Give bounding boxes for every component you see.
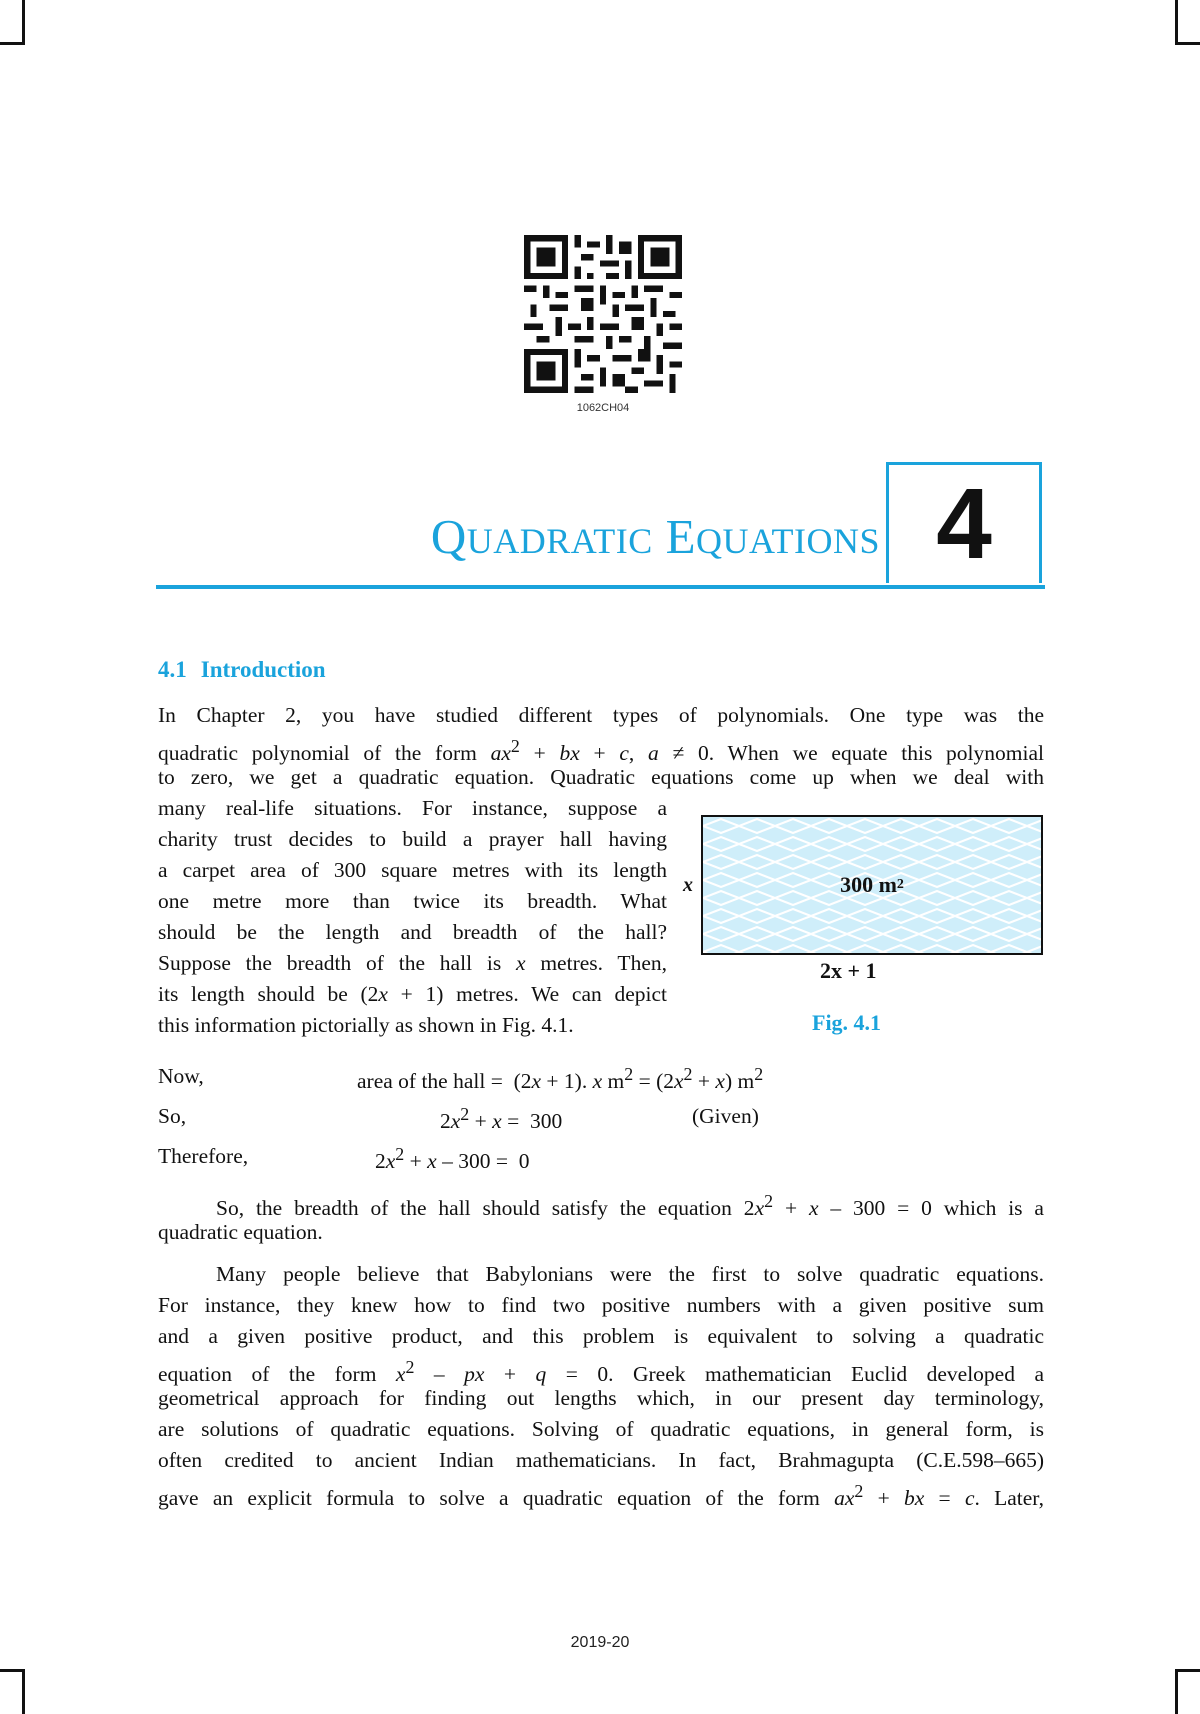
therefore-label: Therefore, bbox=[158, 1144, 249, 1168]
equation-given: $2x^2 + x = 300$ bbox=[440, 1104, 563, 1134]
chapter-title: QUADRATIC EQUATIONS bbox=[430, 509, 880, 564]
qr-code-label: 1062CH04 bbox=[576, 402, 630, 414]
so-label: So, bbox=[158, 1104, 187, 1128]
footer-year: 2019-20 bbox=[570, 1634, 630, 1651]
chapter-number-box bbox=[886, 462, 1042, 583]
equation-area: area of the hall = (2x + 1). x $m^2 = (2x^2 + x)$ $m^2$ bbox=[357, 1064, 764, 1094]
figure-area-label: 300 m 2 bbox=[840, 872, 904, 897]
section-heading: 4.1 Introduction bbox=[158, 657, 326, 682]
now-label: Now, bbox=[158, 1064, 204, 1088]
figure-length-label: 2x + 1 bbox=[820, 958, 877, 983]
crop-mark-top-left bbox=[0, 0, 25, 45]
intro-paragraph-wrap: many real-life situations. For instance, suppose a charity trust decides to build a prayer hall having a carpet area of 300 square metres with its length one metre more than twice its breadth. What should be the length and breadth of the hall? Suppose the breadth of the hall is x metres. Then, its length should be (2x + 1) metres. We can depict this information pictorially as shown in Fig. 4.1. bbox=[158, 796, 667, 1037]
crop-mark-bottom-left bbox=[0, 1669, 25, 1714]
title-rule bbox=[156, 585, 1045, 589]
figure-side-label: x bbox=[683, 874, 693, 896]
chapter-number: 4 bbox=[936, 468, 992, 580]
crop-mark-top-right bbox=[1175, 0, 1200, 45]
qr-code-icon bbox=[524, 235, 682, 393]
breadth-paragraph: So, the breadth of the hall should satisfy the equation $2x^2 + x - 300 = 0$ which is a quadratic equation. bbox=[158, 1191, 1044, 1244]
intro-paragraph: In Chapter 2, you have studied different types of polynomials. One type was the quadratic polynomial of the form $ax^2$ + bx + c, a ≠ 0. When we equate this polynomial to zero, we get a quadratic equation. Quadratic equations come up when we deal with bbox=[158, 703, 1044, 789]
equation-standard: $2x^2 + x - 300 = 0$ bbox=[375, 1144, 530, 1174]
crop-mark-bottom-right bbox=[1175, 1669, 1200, 1714]
given-label: (Given) bbox=[692, 1104, 759, 1128]
history-paragraph: Many people believe that Babylonians were the first to solve quadratic equations. For instance, they knew how to find two positive numbers with a given positive sum and a given positive product, and this problem is equivalent to solving a quadratic equation of the form $x^2$ – px + q = 0. Greek mathematician Euclid developed a geometrical approach for finding out lengths which, in our present day terminology, are solutions of quadratic equations. Solving of quadratic equations, in general form, is often credited to ancient Indian mathematicians. In fact, Brahmagupta (C.E.598–665) gave an explicit formula to solve a quadratic equation of the form $ax^2$ + bx = c. Later, bbox=[158, 1262, 1044, 1511]
figure-hall-rectangle bbox=[701, 815, 1043, 955]
figure-caption: Fig. 4.1 bbox=[812, 1010, 882, 1035]
